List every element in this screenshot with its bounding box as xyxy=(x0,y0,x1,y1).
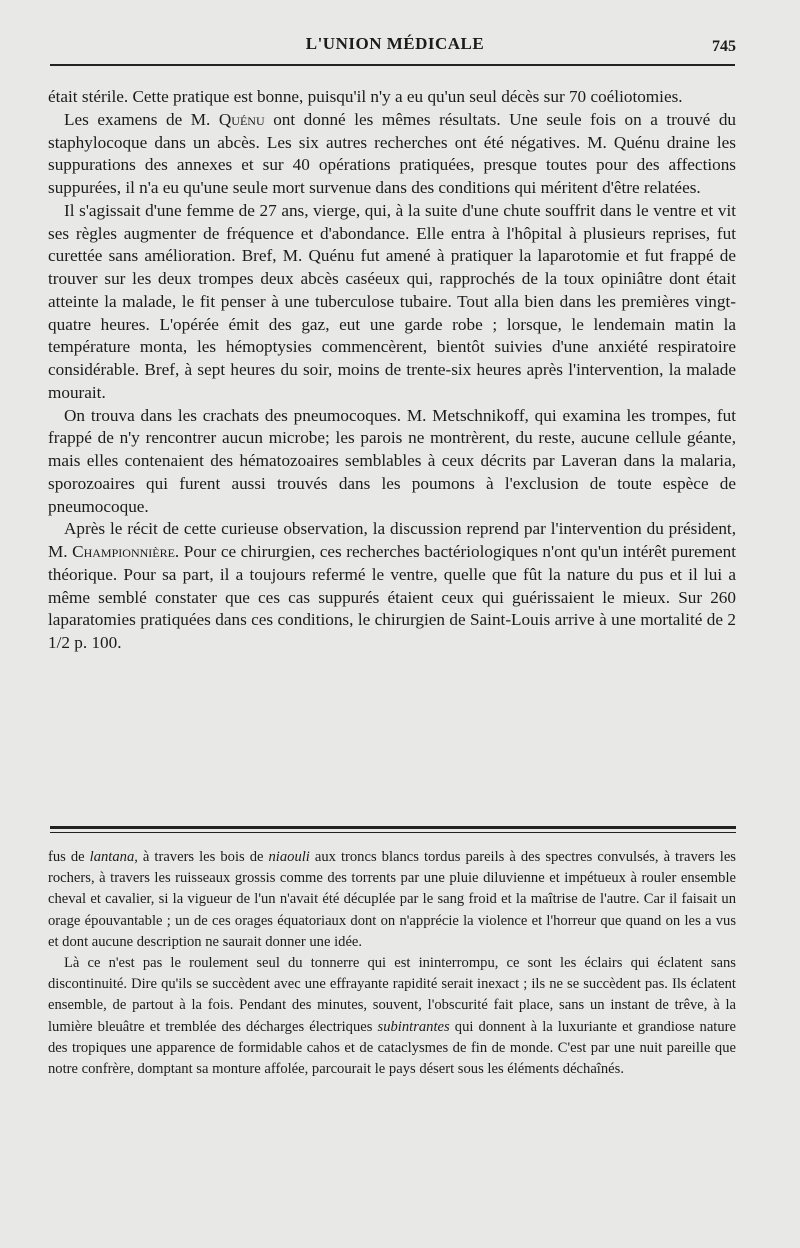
name-quenu: Quénu xyxy=(218,109,265,129)
feuilleton-p1-a: fus de xyxy=(48,849,90,865)
page-header xyxy=(50,30,740,60)
feuilleton-paragraph-1 xyxy=(48,847,736,953)
paragraph-5-lead: Après le récit de cette curieuse observation, la discussion reprend par l'intervention du président, M. xyxy=(48,519,736,561)
paragraph-1: était stérile. Cette pratique est bonne, puisqu'il n'y a eu qu'un seul décès sur 70 coéliotomies. xyxy=(48,87,683,106)
paragraph-3: Il s'agissait d'une femme de 27 ans, vierge, qui, à la suite d'une chute souffrit dans le ventre et vit ses règles augmenter de fréquence et d'abondance. Elle entra à l'hôpital à plusieurs reprises, fut curettée sans amélioration. Bref, M. Quénu fut amené à pratiquer la laparotomie et fut frappé de trouver sur les deux trompes deux abcès caséeux qui, rapprochés de la toux opiniâtre dont était atteinte la malade, le fit penser à une tuberculose tubaire. Tout alla bien dans les premières vingt-quatre heures. L'opérée émit des gaz, eut une garde robe ; lorsque, le lendemain matin la température monta, les hémoptysies commencèrent, bientôt suivies d'une anxiété respiratoire considérable. Bref, à sept heures du soir, moins de trente-six heures après l'intervention, la malade mourait. xyxy=(48,200,736,402)
feuilleton-p2-b: qui donnent à la luxuriante et grandiose nature des tropiques une apparence de formidable cahos et de cataclysmes de fin de monde. C'est par une nuit pareille que notre confrère, domptant sa monture affolée, parcourait le pays désert sous les éléments déchaînés. xyxy=(48,1018,736,1078)
paragraph-2-body: ont donné les mêmes résultats. Une seule fois on a trouvé du staphylocoque dans un abcès. Les six autres recherches ont été négatives. M. Quénu draine les suppurations des annexes et sur 40 opérations pratiquées, presque toutes pour des affections suppurées, il n'a eu qu'une seule mort survenue dans des conditions qui méritent d'être relatées. xyxy=(48,109,737,197)
feuilleton-p1-b: , à travers les bois de xyxy=(134,849,269,865)
feuilleton-paragraph-2 xyxy=(48,953,736,1080)
name-championniere: Championnière. xyxy=(72,542,180,561)
paragraph-2-lead: Les examens de M. xyxy=(64,109,219,129)
divider-thick-rule xyxy=(50,826,736,829)
feuilleton-p1-c: aux troncs blancs tordus pareils à des spectres convulsés, à travers les rochers, à travers les ruisseaux grossis comme des torrents par une pluie diluvienne et impétueux à rouler ensemble cheval et cavalier, si la vigueur de l'un n'avait été décuplée par le sang froid et la maîtrise de l'autre. Car il faisait un orage épouvantable ; un de ces orages équatoriaux dont on n'apprécie la violence et l'horreur que quand on les a vus et dont aucune description ne saurait donner une idée. xyxy=(48,849,736,950)
feuilleton-divider xyxy=(50,826,736,833)
paragraph-5-body: Pour ce chirurgien, ces recherches bactériologiques n'ont qu'un intérêt purement théorique. Pour sa part, il a toujours refermé le ventre, quelle que fût la nature du pus et il lui a même semblé constater que ces cas suppurés étaient ceux qui guérissaient le mieux. Sur 260 laparatomies pratiquées dans ces conditions, le chirurgien de Saint-Louis arrive à une mortalité de 2 1/2 p. 100. xyxy=(48,542,737,652)
feuilleton-p2-italic-subintrantes: subintrantes xyxy=(377,1018,450,1035)
header-rule xyxy=(50,64,735,66)
divider-thin-rule xyxy=(50,832,736,833)
feuilleton-p2-a: Là ce n'est pas le roulement seul du tonnerre qui est ininterrompu, ce sont les éclairs qui éclatent sans discontinuité. Dire qu'ils se succèdent avec une effrayante rapidité serait inexact ; ils ne se succèdent pas. Ils éclatent ensemble, de partout à la fois. Pendant des minutes, souvent, l'obscurité fait place, sans un instant de trêve, à la lumière bleuâtre et tremblée des décharges électriques xyxy=(48,955,736,1035)
feuilleton-p1-italic-niaouli: niaouli xyxy=(268,849,310,865)
paragraph-5 xyxy=(48,518,736,655)
feuilleton-column xyxy=(48,847,736,1080)
page-number: 745 xyxy=(712,38,736,55)
main-text-column xyxy=(48,86,736,655)
running-title: L'UNION MÉDICALE xyxy=(305,34,485,53)
paragraph-4: On trouva dans les crachats des pneumocoques. M. Metschnikoff, qui examina les trompes, fut frappé de n'y rencontrer aucun microbe; les parois ne montrèrent, du reste, aucune cellule géante, mais elles contenaient des hématozoaires semblables à ceux décrits par Laveran dans la malaria, sporozoaires qui furent aussi trouvés dans les poumons à l'exclusion de toute espèce de pneumocoque. xyxy=(48,405,736,516)
paragraph-2 xyxy=(48,109,736,200)
feuilleton-p1-italic-lantana: lantana xyxy=(89,849,135,865)
